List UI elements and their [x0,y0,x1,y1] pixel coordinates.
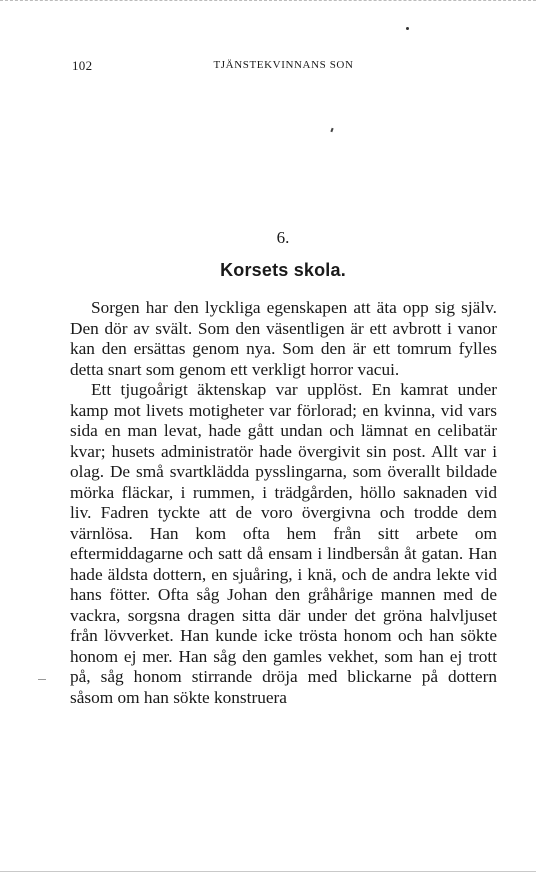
chapter-title: Korsets skola. [220,260,346,280]
page-top-edge [0,0,536,4]
margin-mark [38,679,46,680]
page-bottom-edge [0,871,536,872]
page-number: 102 [72,58,93,73]
print-speck [406,27,409,30]
chapter-number: 6. [276,228,290,247]
paragraph: Ett tjugoårigt äktenskap var upplöst. En kamrat under kamp mot livets motigheter var förlorad; en kvinna, vid vars sida en man levat, hade gått undan och lämnat en celibatär kvar; husets administratör hade övergivit sin post. Allt var i olag. De små svartklädda pysslingarna, som överallt bildade mörka fläckar, i rummen, i trädgården, höllo saknaden vid liv. Fadren tyckte att de voro övergivna och trodde dem värnlösa. Han kom ofta hem från sitt arbete om eftermiddagarne och satt då ensam i lindbersån åt gatan. Han hade äldsta dottern, en sjuåring, i knä, och de andra lekte vid hans fötter. Ofta såg Johan den gråhårige mannen med de vackra, sorgsna dragen sitta där under det gröna halvljuset från lövverket. Han kunde icke trösta honom och han sökte honom ej mer. Han såg den gamles vekhet, som han ej trott på, såg honom stirrande dröja med blickarne på dottern såsom om han sökte konstruera [70,380,497,707]
print-speck [330,128,333,132]
page-header [70,58,497,78]
paragraph: Sorgen har den lyckliga egenskapen att äta opp sig själv. Den dör av svält. Som den väsentligen är ett avbrott i vanor kan den ersättas genom nya. Som den är ett tomrum fylles detta snart som genom ett verkligt horror vacui. [70,298,497,379]
body-text [70,298,497,708]
running-title: TJÄNSTEKVINNANS SON [213,59,354,71]
